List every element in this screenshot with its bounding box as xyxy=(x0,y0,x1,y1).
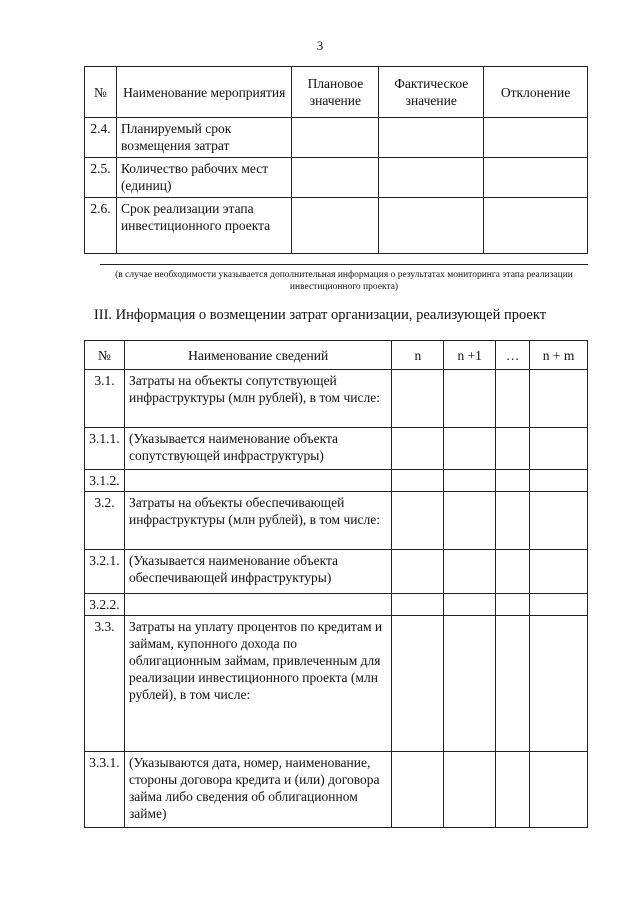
page-number: 3 xyxy=(316,38,324,53)
row-name xyxy=(124,594,391,616)
row-number: 2.5. xyxy=(85,158,117,198)
value-cell xyxy=(530,550,588,594)
value-cell xyxy=(496,752,530,828)
value-cell xyxy=(444,470,496,492)
value-cell xyxy=(444,616,496,752)
value-cell xyxy=(392,492,444,550)
value-cell xyxy=(444,550,496,594)
value-cell xyxy=(379,198,484,254)
value-cell xyxy=(484,158,588,198)
value-cell xyxy=(392,594,444,616)
value-cell xyxy=(392,428,444,470)
row-name: Затраты на объекты сопутствующей инфраструктуры (млн рублей), в том числе: xyxy=(124,370,391,428)
row-number: 3.2.1. xyxy=(85,550,125,594)
table-row xyxy=(85,492,588,550)
row-name: Затраты на объекты обеспечивающей инфраструктуры (млн рублей), в том числе: xyxy=(124,492,391,550)
row-number: 3.3.1. xyxy=(85,752,125,828)
row-number: 3.1.2. xyxy=(85,470,125,492)
column-header: n xyxy=(392,341,444,370)
value-cell xyxy=(444,594,496,616)
column-header: Отклонение xyxy=(484,67,588,118)
value-cell xyxy=(392,470,444,492)
table-row xyxy=(85,158,588,198)
value-cell xyxy=(444,752,496,828)
value-cell xyxy=(292,118,379,158)
row-name: (Указываются дата, номер, наименование, стороны договора кредита и (или) договора займа либо сведения об облигационном займе) xyxy=(124,752,391,828)
row-number: 3.2.2. xyxy=(85,594,125,616)
value-cell xyxy=(484,198,588,254)
value-cell xyxy=(530,752,588,828)
row-number: 3.1.1. xyxy=(85,428,125,470)
value-cell xyxy=(496,616,530,752)
row-number: 3.2. xyxy=(85,492,125,550)
row-number: 2.6. xyxy=(85,198,117,254)
value-cell xyxy=(530,594,588,616)
row-number: 3.1. xyxy=(85,370,125,428)
table-row xyxy=(85,594,588,616)
value-cell xyxy=(392,752,444,828)
table-header-row xyxy=(85,67,588,118)
footnote-divider xyxy=(100,264,588,265)
row-name: Планируемый срок возмещения затрат xyxy=(116,118,292,158)
table-row xyxy=(85,370,588,428)
value-cell xyxy=(530,428,588,470)
row-name: Срок реализации этапа инвестиционного проекта xyxy=(116,198,292,254)
table-row xyxy=(85,118,588,158)
table-row xyxy=(85,470,588,492)
table-row xyxy=(85,616,588,752)
value-cell xyxy=(379,158,484,198)
value-cell xyxy=(392,550,444,594)
column-header: n +1 xyxy=(444,341,496,370)
column-header: Плановое значение xyxy=(292,67,379,118)
value-cell xyxy=(392,616,444,752)
value-cell xyxy=(444,492,496,550)
footnote: (в случае необходимости указывается дополнительная информация о результатах мониторинга этапа реализации инвестиционного проекта) xyxy=(115,270,573,292)
monitoring-table xyxy=(84,66,588,254)
value-cell xyxy=(484,118,588,158)
value-cell xyxy=(530,370,588,428)
column-header: Наименование сведений xyxy=(124,341,391,370)
table-row xyxy=(85,752,588,828)
value-cell xyxy=(496,550,530,594)
table-row xyxy=(85,198,588,254)
row-number: 3.3. xyxy=(85,616,125,752)
value-cell xyxy=(496,470,530,492)
table-header-row xyxy=(85,341,588,370)
column-header: Фактическое значение xyxy=(379,67,484,118)
value-cell xyxy=(496,428,530,470)
value-cell xyxy=(530,470,588,492)
row-name: Затраты на уплату процентов по кредитам и займам, купонного дохода по облигационным займам, привлеченным для реализации инвестиционного проекта (млн рублей), в том числе: xyxy=(124,616,391,752)
value-cell xyxy=(530,492,588,550)
column-header: Наименование мероприятия xyxy=(116,67,292,118)
value-cell xyxy=(379,118,484,158)
row-name: (Указывается наименование объекта обеспечивающей инфраструктуры) xyxy=(124,550,391,594)
column-header: № xyxy=(85,67,117,118)
row-number: 2.4. xyxy=(85,118,117,158)
section-title: III. Информация о возмещении затрат организации, реализующей проект xyxy=(93,307,547,323)
row-name: Количество рабочих мест (единиц) xyxy=(116,158,292,198)
value-cell xyxy=(444,370,496,428)
table-row xyxy=(85,428,588,470)
table-row xyxy=(85,550,588,594)
column-header: … xyxy=(496,341,530,370)
value-cell xyxy=(496,370,530,428)
row-name: (Указывается наименование объекта сопутствующей инфраструктуры) xyxy=(124,428,391,470)
column-header: № xyxy=(85,341,125,370)
value-cell xyxy=(496,594,530,616)
value-cell xyxy=(392,370,444,428)
cost-reimbursement-table xyxy=(84,340,588,828)
row-name xyxy=(124,470,391,492)
value-cell xyxy=(496,492,530,550)
value-cell xyxy=(444,428,496,470)
column-header: n + m xyxy=(530,341,588,370)
value-cell xyxy=(292,158,379,198)
value-cell xyxy=(292,198,379,254)
value-cell xyxy=(530,616,588,752)
